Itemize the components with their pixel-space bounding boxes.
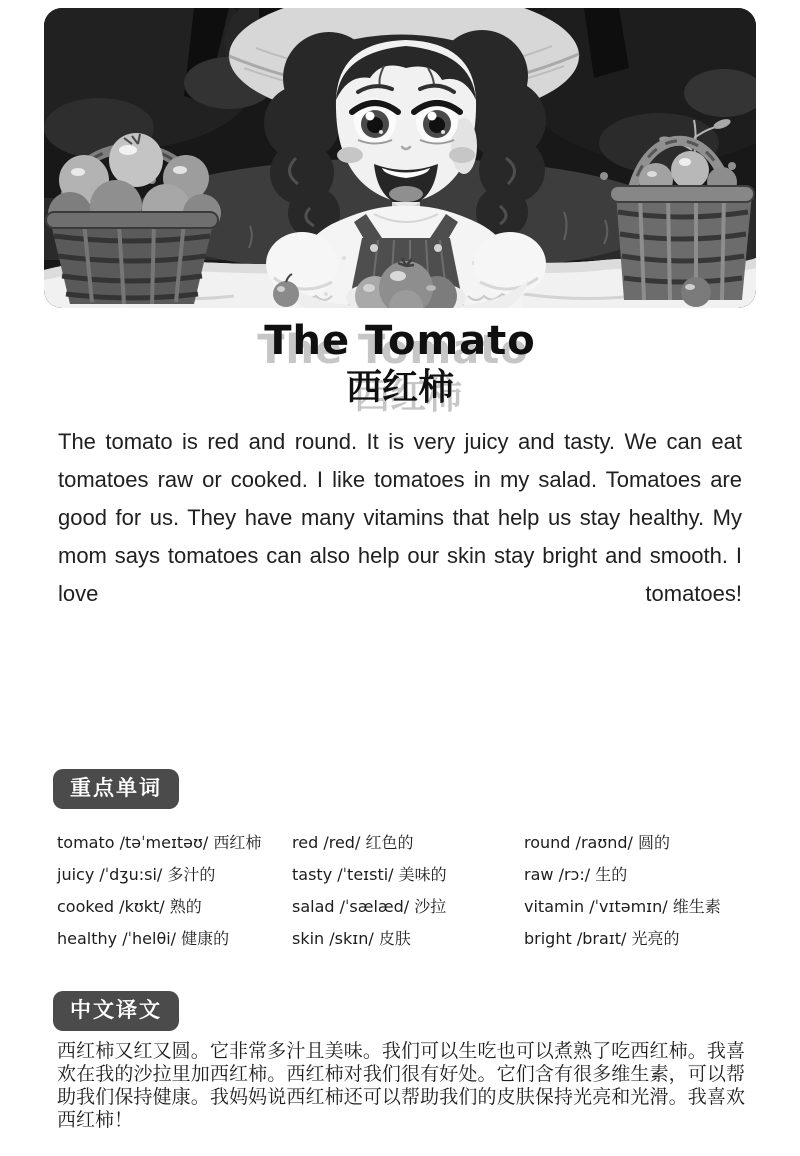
title-chinese: 西红柿 xyxy=(345,366,454,407)
hero-image xyxy=(44,8,756,308)
vocab-word: juicy xyxy=(57,864,95,884)
vocab-word: cooked xyxy=(57,896,115,916)
vocab-zh: 健康的 xyxy=(181,928,230,948)
translation-section-heading: 中文译文 xyxy=(53,991,179,1031)
vocab-zh: 沙拉 xyxy=(414,896,447,916)
vocab-ipa: /təˈmeɪtəʊ/ xyxy=(119,832,209,852)
vocab-ipa: /rɔ:/ xyxy=(558,864,591,884)
vocab-zh: 美味的 xyxy=(398,864,447,884)
vocab-item-skin xyxy=(292,926,524,949)
title-english: The Tomato xyxy=(264,318,536,364)
vocab-word: tomato xyxy=(57,832,115,852)
vocab-item-tasty xyxy=(292,862,524,885)
vocab-zh: 西红柿 xyxy=(213,832,262,852)
vocab-word: raw xyxy=(524,864,554,884)
vocab-ipa: /ˈdʒu:si/ xyxy=(99,864,163,884)
vocab-section-heading: 重点单词 xyxy=(53,769,179,809)
vocab-item-red xyxy=(292,830,524,853)
vocab-item-bright xyxy=(524,926,800,949)
vocab-word: healthy xyxy=(57,928,118,948)
vocab-word: vitamin xyxy=(524,896,585,916)
vocab-zh: 皮肤 xyxy=(378,928,411,948)
vocab-ipa: /raʊnd/ xyxy=(575,832,633,852)
translation-paragraph: 西红柿又红又圆。它非常多汁且美味。我们可以生吃也可以煮熟了吃西红柿。我喜欢在我的沙拉里加西红柿。西红柿对我们很有好处。它们含有很多维生素，可以帮助我们保持健康。我妈妈说西红柿还可以帮助我们的皮肤保持光亮和光滑。我喜欢西红柿！ xyxy=(57,1041,745,1132)
girl-illustration xyxy=(229,8,579,308)
vocab-zh: 圆的 xyxy=(637,832,670,852)
vocab-grid xyxy=(57,825,800,953)
vocab-item-healthy xyxy=(57,926,292,949)
vocab-zh: 熟的 xyxy=(169,896,202,916)
vocab-item-cooked xyxy=(57,894,292,917)
vocab-item-raw xyxy=(524,862,800,885)
vocab-ipa: /braɪt/ xyxy=(576,928,627,948)
vocab-word: salad xyxy=(292,896,335,916)
vocab-word: bright xyxy=(524,928,572,948)
vocab-ipa: /ˈhelθi/ xyxy=(122,928,177,948)
article-paragraph: The tomato is red and round. It is very juicy and tasty. We can eat tomatoes raw or cooked. I like tomatoes in my salad. Tomatoes are good for us. They have many vitamins that help us stay healthy. My mom says tomatoes can also help our skin stay bright and smooth. I love tomatoes! xyxy=(58,429,742,607)
vocab-ipa: /ˈteɪsti/ xyxy=(337,864,394,884)
hero-illustration xyxy=(44,8,756,308)
vocab-zh: 生的 xyxy=(595,864,628,884)
vocab-ipa: /ˈvɪtəmɪn/ xyxy=(589,896,668,916)
vocab-ipa: /skɪn/ xyxy=(329,928,374,948)
vocab-ipa: /ˈsælæd/ xyxy=(339,896,410,916)
vocab-item-salad xyxy=(292,894,524,917)
vocab-item-tomato xyxy=(57,830,292,853)
vocab-word: round xyxy=(524,832,571,852)
vocab-ipa: /kʊkt/ xyxy=(119,896,165,916)
vocab-zh: 维生素 xyxy=(672,896,721,916)
vocab-zh: 光亮的 xyxy=(631,928,680,948)
vocab-zh: 红色的 xyxy=(365,832,414,852)
vocab-word: red xyxy=(292,832,319,852)
vocab-ipa: /red/ xyxy=(323,832,361,852)
left-tomato-basket xyxy=(46,133,221,304)
vocab-item-vitamin xyxy=(524,894,800,917)
vocab-zh: 多汁的 xyxy=(167,864,216,884)
vocab-word: skin xyxy=(292,928,325,948)
vocab-item-round xyxy=(524,830,800,853)
vocab-word: tasty xyxy=(292,864,333,884)
vocab-item-juicy xyxy=(57,862,292,885)
